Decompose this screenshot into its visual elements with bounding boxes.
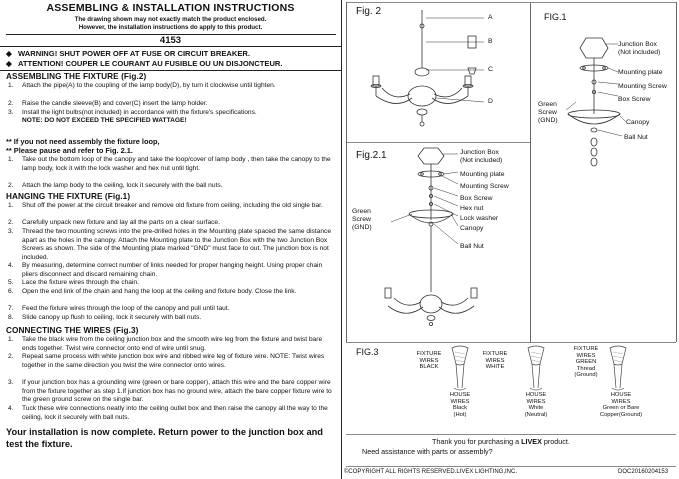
model-divider xyxy=(0,46,341,47)
copyright: ©COPYRIGHT ALL RIGHTS RESERVED.LIVEX LIGHTING,INC. xyxy=(344,469,518,475)
list-item: 2. Raise the candle sleeve(B) and cover(C) insert the lamp holder. xyxy=(8,100,208,107)
fig1-title: FIG.1 xyxy=(544,12,567,22)
fig21-hex-nut: Hex nut xyxy=(460,205,484,212)
fig21-junction-box: Junction Box xyxy=(460,149,499,156)
thanks-line-2: Need assistance with parts or assembly? xyxy=(362,447,493,456)
fig2-label-c: C xyxy=(488,66,493,73)
diamond-icon: ◆ xyxy=(6,49,12,58)
fig21-gnd: (GND) xyxy=(352,224,372,231)
fig1-green: Green xyxy=(538,101,557,108)
list-item: 4. Tuck these wire connections neatly into the ceiling outlet box and then raise the canopy all the way to the ceiling, lock it securely with ball nuts. xyxy=(8,405,328,421)
fig1-junction-box: Junction Box xyxy=(618,41,657,48)
section-wires: CONNECTING THE WIRES (Fig.3) xyxy=(6,326,139,335)
fig21-green: Green xyxy=(352,208,371,215)
fig3-fixture-green: FIXTURE WIRES GREEN Thread (Ground) xyxy=(573,346,599,379)
fig21-mounting-plate: Mounting plate xyxy=(460,171,505,178)
list-item: 7. Feed the fixture wires through the loop of the canopy and pull until taut. xyxy=(8,305,230,312)
list-item: 1. Take out the bottom loop of the canopy and take the loop/cover of lamp body , then take the canopy to the lamp body, lock it with the lock washer and hex nut until tight. xyxy=(8,156,331,172)
fig1-not-included: (Not included) xyxy=(618,49,661,56)
fig21-canopy: Canopy xyxy=(460,225,484,232)
warning-french: ◆ ATTENTION! COUPER LE COURANT AU FUSIBLE OU UN DISJONCTEUR. xyxy=(6,59,283,68)
thanks-line-1: Thank you for purchasing a LIVEX product. xyxy=(432,437,570,446)
section-hanging: HANGING THE FIXTURE (Fig.1) xyxy=(6,192,131,201)
fig1-box-screw: Box Screw xyxy=(618,96,651,103)
fig21-lock-washer: Lock washer xyxy=(460,215,499,222)
fig2-label-b: B xyxy=(488,38,493,45)
model-number: 4153 xyxy=(159,35,182,46)
fig1-mounting-screw: Mounting Screw xyxy=(618,83,667,90)
loop-note-1: ** If you not need assembly the fixture loop, xyxy=(6,137,160,146)
footer-divider xyxy=(346,466,676,467)
list-item: 3. Thread the two mounting screws into the pre-drilled holes in the Mounting plate spaced the same distance apart as the holes in the canopy. Attach the Mounting plate to the Junction Box with the two Junction Box Screws as shown. The side of the Mounting plate marked "GND" must face to out. The junction box is not included. xyxy=(8,228,331,261)
disclaimer-line-2: However, the installation instructions do apply to this product. xyxy=(78,24,263,31)
fig21-screw: Screw xyxy=(352,216,371,223)
section-assembling: ASSEMBLING THE FIXTURE (Fig.2) xyxy=(6,72,147,81)
fig21-ball-nut: Ball Nut xyxy=(460,243,484,250)
fig3-fixture-black: FIXTURE WIRES BLACK xyxy=(416,351,442,371)
list-item: 2. Attach the lamp body to the ceiling, lock it securely with the ball nuts. xyxy=(8,182,223,189)
doc-code: DOC20160204153 xyxy=(618,469,669,475)
fig3-house-black: HOUSE WIRES Black (Hot) xyxy=(449,392,471,418)
completion-note: Your installation is now complete. Return power to the junction box and test the fixture. xyxy=(6,427,323,449)
list-item: 6. Open the end link of the chain and hang the loop at the ceiling and fixture body. Close the link. xyxy=(8,288,297,295)
fig2-title: Fig. 2 xyxy=(356,6,382,17)
diamond-icon: ◆ xyxy=(6,59,12,68)
fig2-fixture-drawing xyxy=(346,2,530,142)
list-item: 3. If your junction box has a grounding wire (green or bare copper), attach this wire and the bare copper wire from the fixture together as step 1.If junction box has no ground wire, attach the bare copper fixture wire to the green ground screw on the single bar. xyxy=(8,379,332,403)
fig3-house-white: HOUSE WIRES White (Neutral) xyxy=(524,392,548,418)
fig3-title: FIG.3 xyxy=(356,347,379,357)
figure-divider-h2 xyxy=(346,342,676,343)
list-item: 5. Lace the fixture wires through the chain. xyxy=(8,279,139,286)
fig1-gnd: (GND) xyxy=(538,117,558,124)
loop-note-2: ** Please pause and refer to Fig. 2.1. xyxy=(6,146,133,155)
fig2-label-a: A xyxy=(488,14,493,21)
list-item: 4. By measuring, determine correct number of links needed for proper hanging height. Using proper chain pliers disconnect and discard remaining chain. xyxy=(8,262,323,278)
fig3-house-ground: HOUSE WIRES Green or Bare Copper(Ground) xyxy=(599,392,643,418)
fig21-mounting-screw: Mounting Screw xyxy=(460,183,509,190)
wattage-note: NOTE: DO NOT EXCEED THE SPECIFIED WATTAGE! xyxy=(22,117,187,124)
list-item: 2. Carefully unpack new fixture and lay all the parts on a clear surface. xyxy=(8,219,220,226)
frame-right xyxy=(676,2,677,342)
list-item: 2. Repeat same process with white junction box wire and ribbed wire leg of fixture wire. NOTE: Twist wires together in the same direction you twist the wire connector onto wires. xyxy=(8,353,325,369)
list-item: 1. Attach the pipe(A) to the coupling of the lamp body(D), by turn it clockwise until tighten. xyxy=(8,82,276,89)
fig21-box-screw: Box Screw xyxy=(460,195,493,202)
fig1-ball-nut: Ball Nut xyxy=(624,134,648,141)
fig1-mounting-plate: Mounting plate xyxy=(618,69,663,76)
disclaimer-line-1: The drawing shown may not exactly match the product enclosed. xyxy=(74,16,267,23)
list-item: 1. Shut off the power at the circuit breaker and remove old fixture from ceiling, including the old single bar. xyxy=(8,202,323,209)
warning-divider xyxy=(0,70,341,71)
fig21-not-included: (Not included) xyxy=(460,157,503,164)
warning-english: ◆ WARNING! SHUT POWER OFF AT FUSE OR CIRCUIT BREAKER. xyxy=(6,49,251,58)
column-divider xyxy=(341,0,342,479)
fig2-label-d: D xyxy=(488,98,493,105)
fig21-title: Fig.2.1 xyxy=(356,150,387,161)
thanks-divider xyxy=(346,434,676,435)
brand-name: LIVEX xyxy=(521,437,542,446)
fig3-fixture-white: FIXTURE WIRES WHITE xyxy=(482,351,508,371)
list-item: 1. Take the black wire from the ceiling junction box and the smooth wire leg from the fixture and twist bare ends together. Twist wire connector onto end of wire until snug. xyxy=(8,336,323,352)
list-item: 8. Slide canopy up flush to ceiling, lock it securely with ball nuts. xyxy=(8,314,202,321)
fig1-canopy: Canopy xyxy=(626,119,650,126)
doc-title: ASSEMBLING & INSTALLATION INSTRUCTIONS xyxy=(46,2,295,14)
list-item: 3. Install the light bulbs(not included) in accordance with the fixture's specifications. xyxy=(8,109,257,116)
fig1-screw: Screw xyxy=(538,109,557,116)
